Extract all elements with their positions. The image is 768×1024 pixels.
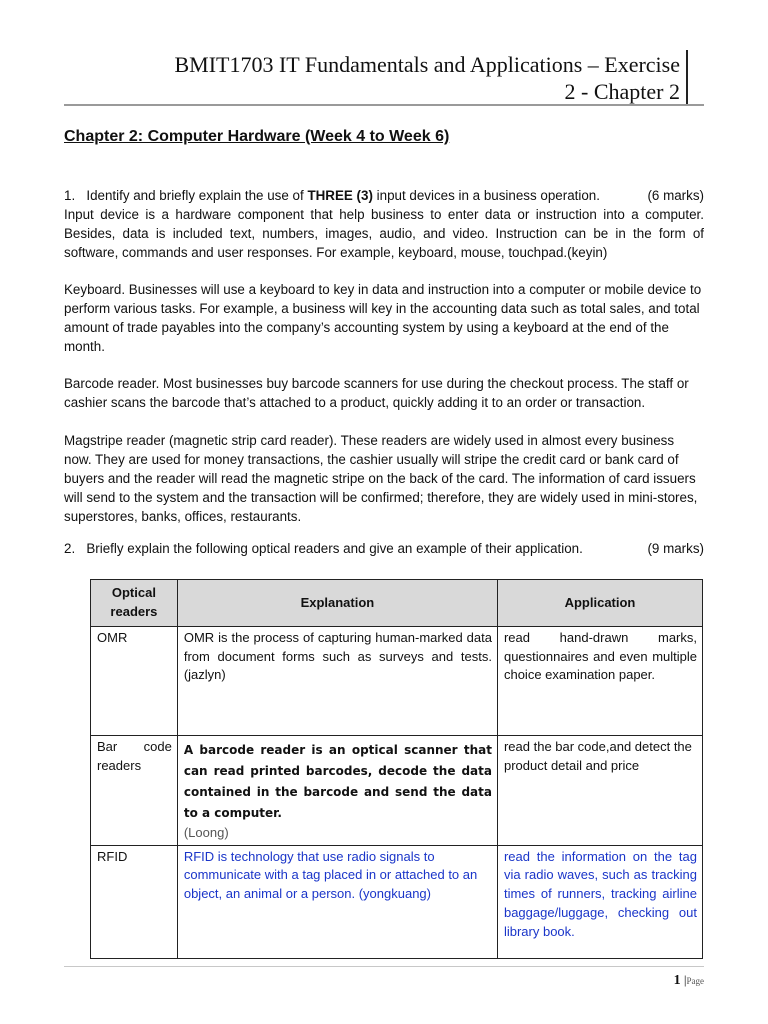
page-number-separator: | [683, 972, 687, 987]
question-1-prompt [64, 186, 704, 205]
question-1-text-before: Identify and briefly explain the use of [86, 188, 308, 203]
page-label: Page [686, 976, 704, 986]
page-header [64, 50, 704, 106]
cell-reader: RFID [91, 845, 178, 958]
cell-explanation-text: A barcode reader is an optical scanner that can read printed barcodes, decode the data contained in the barcode and send the data to a computer. [183, 743, 492, 820]
table-row-rfid [91, 845, 703, 958]
question-1-text-after: input devices in a business operation. [372, 188, 600, 203]
question-1-text [64, 186, 600, 205]
chapter-title: Chapter 2: Computer Hardware (Week 4 to Week 6) [64, 128, 450, 145]
page-number-value: 1 [673, 973, 681, 988]
question-2 [64, 541, 704, 556]
cell-explanation: OMR is the process of capturing human-marked data from document forms such as surveys and tests. (jazlyn) [177, 627, 497, 736]
header-horizontal-rule [64, 104, 704, 106]
question-1-bold: THREE (3) [307, 188, 373, 203]
barcode-paragraph: Barcode reader. Most businesses buy barcode scanners for use during the checkout process. The staff or cashier scans the barcode that’s attached to a product, quickly adding it to an order or transaction. [64, 376, 689, 410]
question-1-marks: (6 marks) [647, 188, 704, 203]
footer-rule [64, 966, 704, 967]
table-header-row [91, 580, 703, 627]
cell-explanation-credit: (Loong) [183, 825, 229, 840]
question-2-marks: (9 marks) [647, 541, 704, 556]
cell-application: read the information on the tag via radio waves, such as tracking times of runners, tracking airline baggage/luggage, checking out library book. [497, 845, 702, 958]
header-optical-readers: Optical readers [91, 580, 178, 627]
optical-readers-table [90, 579, 703, 959]
question-2-prompt: Briefly explain the following optical readers and give an example of their application. [86, 541, 583, 556]
cell-explanation: RFID is technology that use radio signals to communicate with a tag placed in or attached to an object, an animal or a person. (yongkuang) [177, 845, 497, 958]
table-row-omr [91, 627, 703, 736]
cell-application: read the bar code,and detect the product detail and price [497, 736, 702, 846]
cell-reader: Bar code readers [91, 736, 178, 846]
magstripe-paragraph: Magstripe reader (magnetic strip card reader). These readers are widely used in almost every business now. They are used for money transactions, the cashier usually will stripe the credit card or bank card of buyers and the reader will read the magnetic stripe on the back of the card. The information of card issuers will send to the system and the transaction will be confirmed; therefore, they are widely used in mini-stores, superstores, banks, offices, restaurants. [64, 433, 698, 524]
question-1-answer: Input device is a hardware component that help business to enter data or instruction into a computer. Besides, data is included text, numbers, images, audio, and video. Instruction can be in the form of software, commands and user responses. For example, keyboard, mouse, touchpad.(keyin) [64, 207, 704, 260]
header-vertical-rule [686, 50, 688, 104]
header-title-line1: BMIT1703 IT Fundamentals and Applications – Exercise [174, 52, 680, 77]
page-number [674, 972, 704, 989]
table-row-barcode [91, 736, 703, 846]
question-2-number: 2. [64, 541, 76, 556]
header-application: Application [497, 580, 702, 627]
question-2-text [64, 541, 583, 556]
question-1-number: 1. [64, 188, 76, 203]
header-title-line2: 2 - Chapter 2 [564, 79, 680, 104]
cell-application: read hand-drawn marks, questionnaires and even multiple choice examination paper. [497, 627, 702, 736]
cell-reader: OMR [91, 627, 178, 736]
question-1 [64, 186, 704, 262]
header-explanation: Explanation [177, 580, 497, 627]
cell-explanation [177, 736, 497, 846]
keyboard-paragraph: Keyboard. Businesses will use a keyboard to key in data and instruction into a computer or mobile device to perform various tasks. For example, a business will key in the accounting data such as total sales, and total amount of trade payables into the company’s accounting system by using a keyboard at the end of the month. [64, 282, 702, 354]
